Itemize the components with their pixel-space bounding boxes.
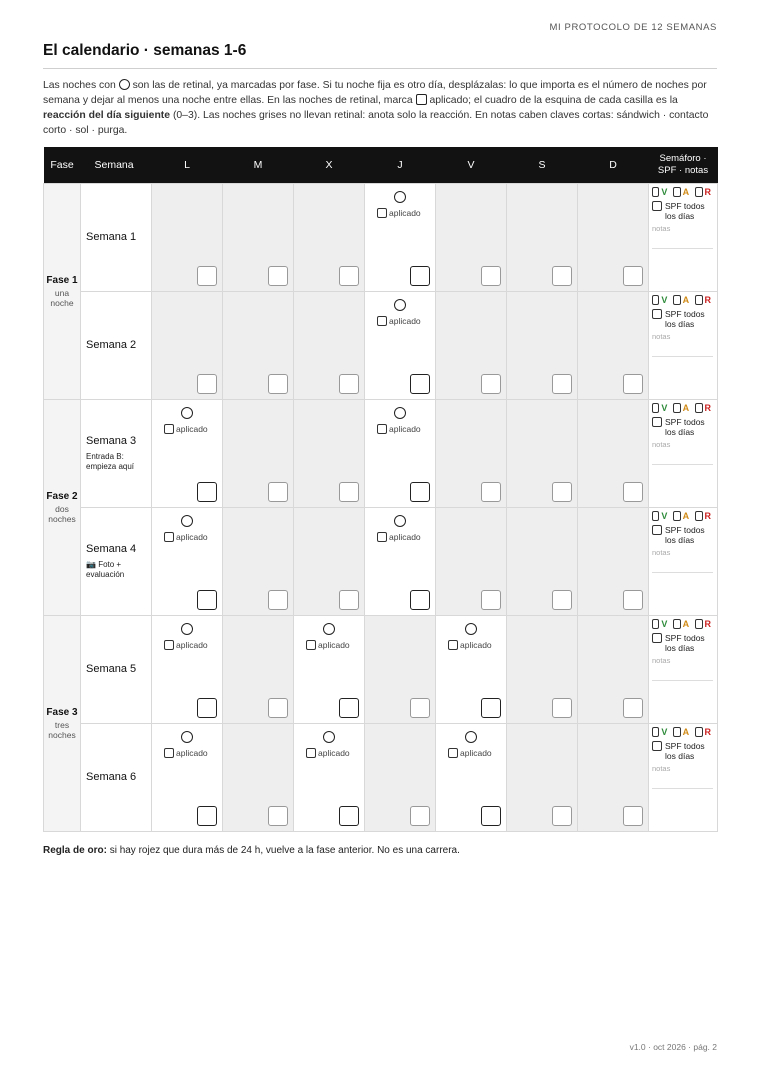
retinal-circle-icon bbox=[323, 731, 335, 743]
day-cell bbox=[507, 615, 578, 723]
reaction-box[interactable] bbox=[410, 806, 430, 826]
spf-check[interactable]: SPF todos los días bbox=[652, 741, 717, 761]
reaction-box[interactable] bbox=[268, 482, 288, 502]
day-cell-retinal bbox=[152, 615, 223, 723]
traffic-cell bbox=[649, 183, 718, 291]
day-cell bbox=[152, 291, 223, 399]
reaction-box[interactable] bbox=[623, 374, 643, 394]
phase-cell bbox=[44, 399, 81, 615]
reaction-box[interactable] bbox=[552, 482, 572, 502]
notes-line[interactable] bbox=[652, 356, 713, 357]
checkbox-icon[interactable] bbox=[652, 619, 659, 629]
intro-text-4: (0–3). Las noches grises no llevan retinal: anota solo la reacción. En notas caben claves cortas: sándwich · contacto corto · sol · purga. bbox=[43, 110, 709, 136]
retinal-circle-icon bbox=[394, 299, 406, 311]
notes-line[interactable] bbox=[652, 680, 713, 681]
day-cell bbox=[578, 615, 649, 723]
checkbox-icon[interactable] bbox=[652, 187, 659, 197]
checkbox-icon[interactable] bbox=[695, 511, 702, 521]
day-cell bbox=[365, 723, 436, 831]
reaction-box[interactable] bbox=[481, 590, 501, 610]
retinal-circle-icon bbox=[181, 407, 193, 419]
traffic-light[interactable]: V A R bbox=[652, 295, 717, 305]
applied-check[interactable]: aplicado bbox=[164, 424, 208, 434]
reaction-box[interactable] bbox=[268, 374, 288, 394]
applied-check[interactable]: aplicado bbox=[164, 748, 208, 758]
day-cell-retinal bbox=[152, 507, 223, 615]
reaction-box[interactable] bbox=[197, 482, 217, 502]
day-cell bbox=[436, 399, 507, 507]
reaction-box[interactable] bbox=[552, 698, 572, 718]
reaction-box[interactable] bbox=[197, 806, 217, 826]
applied-check[interactable]: aplicado bbox=[377, 532, 421, 542]
traffic-cell bbox=[649, 723, 718, 831]
day-cell bbox=[223, 723, 294, 831]
reaction-box[interactable] bbox=[481, 698, 501, 718]
phase-name: Fase 3 bbox=[46, 706, 78, 718]
day-cell bbox=[507, 183, 578, 291]
week-row bbox=[44, 615, 718, 723]
day-cell bbox=[578, 291, 649, 399]
notes-label: notas bbox=[652, 547, 671, 557]
day-cell bbox=[436, 507, 507, 615]
phase-cell bbox=[44, 615, 81, 831]
intro-paragraph bbox=[43, 78, 717, 138]
reaction-box[interactable] bbox=[339, 590, 359, 610]
reaction-box[interactable] bbox=[339, 482, 359, 502]
day-cell bbox=[223, 183, 294, 291]
checkbox-icon[interactable] bbox=[695, 619, 702, 629]
header-week: Semana bbox=[81, 147, 152, 183]
reaction-box[interactable] bbox=[410, 698, 430, 718]
checkbox-icon[interactable] bbox=[652, 403, 659, 413]
phase-cell bbox=[44, 183, 81, 399]
day-cell-retinal bbox=[365, 183, 436, 291]
day-cell bbox=[152, 183, 223, 291]
checkbox-icon[interactable] bbox=[695, 295, 702, 305]
intro-text-2: son las de retinal, ya marcadas por fase. Si tu noche fija es otro día, desplázalas: lo que importa es el número de noches por semana y dejar al menos una noche entre ellas. En las noches de retinal, marca bbox=[43, 80, 707, 106]
reaction-box[interactable] bbox=[268, 266, 288, 286]
reaction-box[interactable] bbox=[339, 374, 359, 394]
day-cell bbox=[294, 183, 365, 291]
notes-line[interactable] bbox=[652, 248, 713, 249]
checkbox-icon[interactable] bbox=[652, 295, 659, 305]
checkbox-icon[interactable] bbox=[448, 748, 458, 758]
reaction-box[interactable] bbox=[410, 482, 430, 502]
checkbox-icon[interactable] bbox=[652, 633, 662, 643]
week-row bbox=[44, 291, 718, 399]
notes-label: notas bbox=[652, 655, 671, 665]
retinal-circle-icon bbox=[465, 623, 477, 635]
week-row bbox=[44, 723, 718, 831]
week-row bbox=[44, 399, 718, 507]
day-cell bbox=[223, 507, 294, 615]
week-cell bbox=[81, 615, 152, 723]
intro-text-1: Las noches con bbox=[43, 80, 116, 91]
retinal-circle-icon bbox=[394, 407, 406, 419]
header-day: D bbox=[578, 147, 649, 183]
day-cell bbox=[578, 399, 649, 507]
spf-check[interactable]: SPF todos los días bbox=[652, 633, 717, 653]
checkbox-icon[interactable] bbox=[164, 424, 174, 434]
reaction-box[interactable] bbox=[197, 590, 217, 610]
day-cell bbox=[507, 723, 578, 831]
notes-label: notas bbox=[652, 763, 671, 773]
phase-desc: tres noches bbox=[48, 719, 76, 740]
day-cell bbox=[578, 723, 649, 831]
day-cell-retinal bbox=[294, 615, 365, 723]
traffic-light[interactable]: V A R bbox=[652, 511, 717, 521]
checkbox-icon[interactable] bbox=[673, 619, 680, 629]
circle-icon bbox=[119, 79, 130, 90]
applied-check[interactable]: aplicado bbox=[164, 640, 208, 650]
checkbox-icon[interactable] bbox=[673, 295, 680, 305]
reaction-box[interactable] bbox=[552, 590, 572, 610]
reaction-box[interactable] bbox=[623, 482, 643, 502]
day-cell bbox=[507, 507, 578, 615]
phase-name: Fase 2 bbox=[46, 490, 78, 502]
header-traffic: Semáforo · SPF · notas bbox=[649, 147, 718, 183]
checkbox-icon[interactable] bbox=[695, 187, 702, 197]
reaction-box[interactable] bbox=[623, 806, 643, 826]
reaction-box[interactable] bbox=[268, 698, 288, 718]
page-title: El calendario · semanas 1-6 bbox=[43, 42, 247, 59]
day-cell bbox=[507, 399, 578, 507]
checkbox-icon[interactable] bbox=[652, 417, 662, 427]
spf-check[interactable]: SPF todos los días bbox=[652, 309, 717, 329]
header-day: S bbox=[507, 147, 578, 183]
applied-check[interactable]: aplicado bbox=[306, 748, 350, 758]
checkbox-icon[interactable] bbox=[164, 748, 174, 758]
day-cell-retinal bbox=[294, 723, 365, 831]
day-cell bbox=[507, 291, 578, 399]
traffic-light[interactable]: V A R bbox=[652, 727, 717, 737]
day-cell-retinal bbox=[365, 291, 436, 399]
reaction-box[interactable] bbox=[268, 806, 288, 826]
week-note: Entrada B: empieza aquí bbox=[86, 451, 135, 471]
header-day: L bbox=[152, 147, 223, 183]
notes-line[interactable] bbox=[652, 464, 713, 465]
retinal-circle-icon bbox=[181, 515, 193, 527]
traffic-cell bbox=[649, 399, 718, 507]
checkbox-icon[interactable] bbox=[673, 727, 680, 737]
applied-check[interactable]: aplicado bbox=[377, 424, 421, 434]
spf-check[interactable]: SPF todos los días bbox=[652, 201, 717, 221]
day-cell bbox=[294, 399, 365, 507]
reaction-box[interactable] bbox=[552, 806, 572, 826]
week-row bbox=[44, 507, 718, 615]
spf-check[interactable]: SPF todos los días bbox=[652, 525, 717, 545]
applied-check[interactable]: aplicado bbox=[448, 640, 492, 650]
applied-check[interactable]: aplicado bbox=[306, 640, 350, 650]
day-cell-retinal bbox=[436, 723, 507, 831]
reaction-box[interactable] bbox=[552, 374, 572, 394]
reaction-box[interactable] bbox=[410, 266, 430, 286]
checkbox-icon[interactable] bbox=[652, 201, 662, 211]
notes-label: notas bbox=[652, 223, 671, 233]
applied-check[interactable]: aplicado bbox=[164, 532, 208, 542]
intro-text-3: aplicado; el cuadro de la esquina de cada casilla es la bbox=[429, 95, 678, 106]
week-label: Semana 5 bbox=[86, 663, 137, 675]
checkbox-icon bbox=[416, 94, 427, 105]
traffic-cell bbox=[649, 507, 718, 615]
week-label: Semana 2 bbox=[86, 339, 137, 351]
day-cell bbox=[294, 507, 365, 615]
week-label: Semana 6 bbox=[86, 771, 137, 783]
golden-rule: Regla de oro: si hay rojez que dura más de 24 h, vuelve a la fase anterior. No es una carrera. bbox=[43, 845, 460, 856]
day-cell-retinal bbox=[365, 507, 436, 615]
checkbox-icon[interactable] bbox=[652, 727, 659, 737]
traffic-light[interactable]: V A R bbox=[652, 619, 717, 629]
retinal-circle-icon bbox=[394, 191, 406, 203]
checkbox-icon[interactable] bbox=[377, 208, 387, 218]
notes-line[interactable] bbox=[652, 788, 713, 789]
reaction-box[interactable] bbox=[197, 266, 217, 286]
reaction-box[interactable] bbox=[623, 590, 643, 610]
reaction-box[interactable] bbox=[623, 266, 643, 286]
applied-check[interactable]: aplicado bbox=[377, 208, 421, 218]
reaction-box[interactable] bbox=[481, 806, 501, 826]
intro-bold: reacción del día siguiente bbox=[43, 110, 171, 121]
checkbox-icon[interactable] bbox=[652, 309, 662, 319]
applied-check[interactable]: aplicado bbox=[448, 748, 492, 758]
day-cell bbox=[578, 183, 649, 291]
calendar-table bbox=[43, 147, 718, 832]
reaction-box[interactable] bbox=[410, 374, 430, 394]
traffic-cell bbox=[649, 615, 718, 723]
day-cell bbox=[436, 291, 507, 399]
week-cell bbox=[81, 399, 152, 507]
day-cell-retinal bbox=[436, 615, 507, 723]
retinal-circle-icon bbox=[323, 623, 335, 635]
checkbox-icon[interactable] bbox=[448, 640, 458, 650]
checkbox-icon[interactable] bbox=[652, 741, 662, 751]
week-cell bbox=[81, 183, 152, 291]
reaction-box[interactable] bbox=[481, 266, 501, 286]
retinal-circle-icon bbox=[465, 731, 477, 743]
notes-line[interactable] bbox=[652, 572, 713, 573]
checkbox-icon[interactable] bbox=[652, 525, 662, 535]
notes-label: notas bbox=[652, 331, 671, 341]
phase-name: Fase 1 bbox=[46, 274, 78, 286]
day-cell bbox=[223, 291, 294, 399]
applied-check[interactable]: aplicado bbox=[377, 316, 421, 326]
week-label: Semana 3 bbox=[86, 434, 137, 447]
reaction-box[interactable] bbox=[339, 806, 359, 826]
phase-desc: una noche bbox=[50, 287, 74, 308]
reaction-box[interactable] bbox=[197, 374, 217, 394]
day-cell-retinal bbox=[152, 723, 223, 831]
header-day: V bbox=[436, 147, 507, 183]
checkbox-icon[interactable] bbox=[652, 511, 659, 521]
reaction-box[interactable] bbox=[268, 590, 288, 610]
table-header-row bbox=[44, 147, 718, 183]
reaction-box[interactable] bbox=[481, 482, 501, 502]
reaction-box[interactable] bbox=[197, 698, 217, 718]
header-day: J bbox=[365, 147, 436, 183]
checkbox-icon[interactable] bbox=[164, 640, 174, 650]
checkbox-icon[interactable] bbox=[377, 316, 387, 326]
week-label: Semana 1 bbox=[86, 231, 137, 243]
checkbox-icon[interactable] bbox=[695, 727, 702, 737]
day-cell bbox=[365, 615, 436, 723]
title-divider bbox=[43, 68, 717, 69]
camera-icon: 📷 bbox=[86, 559, 96, 569]
retinal-circle-icon bbox=[181, 731, 193, 743]
checkbox-icon[interactable] bbox=[673, 187, 680, 197]
week-cell bbox=[81, 507, 152, 615]
day-cell bbox=[294, 291, 365, 399]
page-footer: v1.0 · oct 2026 · pág. 2 bbox=[629, 1042, 717, 1052]
reaction-box[interactable] bbox=[410, 590, 430, 610]
checkbox-icon[interactable] bbox=[377, 532, 387, 542]
retinal-circle-icon bbox=[181, 623, 193, 635]
reaction-box[interactable] bbox=[339, 266, 359, 286]
checkbox-icon[interactable] bbox=[306, 640, 316, 650]
running-header: MI PROTOCOLO DE 12 SEMANAS bbox=[549, 22, 717, 33]
retinal-circle-icon bbox=[394, 515, 406, 527]
checkbox-icon[interactable] bbox=[695, 403, 702, 413]
checkbox-icon[interactable] bbox=[306, 748, 316, 758]
day-cell bbox=[436, 183, 507, 291]
reaction-box[interactable] bbox=[481, 374, 501, 394]
checkbox-icon[interactable] bbox=[673, 511, 680, 521]
day-cell-retinal bbox=[365, 399, 436, 507]
traffic-cell bbox=[649, 291, 718, 399]
traffic-light[interactable]: V A R bbox=[652, 187, 717, 197]
week-note: 📷 Foto + evaluación bbox=[86, 559, 125, 579]
week-row bbox=[44, 183, 718, 291]
reaction-box[interactable] bbox=[339, 698, 359, 718]
reaction-box[interactable] bbox=[623, 698, 643, 718]
week-cell bbox=[81, 291, 152, 399]
checkbox-icon[interactable] bbox=[377, 424, 387, 434]
header-day: M bbox=[223, 147, 294, 183]
week-label: Semana 4 bbox=[86, 542, 137, 555]
header-day: X bbox=[294, 147, 365, 183]
day-cell bbox=[223, 615, 294, 723]
day-cell-retinal bbox=[152, 399, 223, 507]
day-cell bbox=[223, 399, 294, 507]
checkbox-icon[interactable] bbox=[673, 403, 680, 413]
reaction-box[interactable] bbox=[552, 266, 572, 286]
notes-label: notas bbox=[652, 439, 671, 449]
checkbox-icon[interactable] bbox=[164, 532, 174, 542]
day-cell bbox=[578, 507, 649, 615]
phase-desc: dos noches bbox=[48, 503, 76, 524]
header-phase: Fase bbox=[44, 147, 81, 183]
spf-check[interactable]: SPF todos los días bbox=[652, 417, 717, 437]
traffic-light[interactable]: V A R bbox=[652, 403, 717, 413]
week-cell bbox=[81, 723, 152, 831]
